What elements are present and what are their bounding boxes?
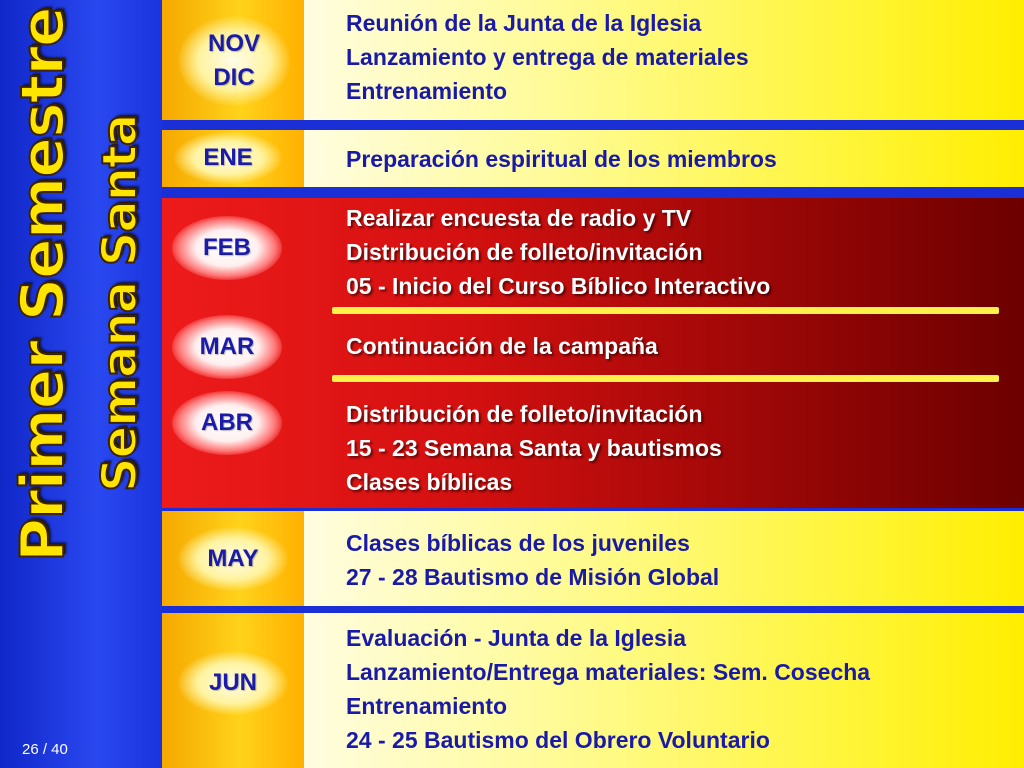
activity-list-jun — [346, 621, 870, 757]
month-badge-ene — [174, 132, 282, 184]
activity-line: Distribución de folleto/invitación — [346, 401, 703, 427]
activity-list-nov-dic — [346, 6, 749, 108]
month-label: ABR — [201, 409, 253, 437]
activity-line: 05 - Inicio del Curso Bíblico Interactivo — [346, 273, 771, 299]
month-badge-jun — [178, 651, 288, 715]
activity-line: Distribución de folleto/invitación — [346, 239, 703, 265]
month-label: ENE — [203, 144, 253, 172]
month-label: MAR — [199, 333, 255, 361]
month-badge-mar — [172, 315, 282, 379]
vertical-title-semana-santa: Semana Santa — [92, 114, 148, 492]
activity-line: Entrenamiento — [346, 693, 508, 719]
activity-line: Clases bíblicas — [346, 469, 513, 495]
activity-list-feb — [346, 201, 770, 303]
activity-line: 15 - 23 Semana Santa y bautismos — [346, 435, 722, 461]
vertical-title-primer-semestre: Primer Semestre — [8, 7, 78, 562]
activity-line: Reunión de la Junta de la Iglesia — [346, 10, 702, 36]
activity-list-mar — [346, 329, 658, 363]
activity-line: Preparación espiritual de los miembros — [346, 146, 777, 172]
activity-line: Lanzamiento/Entrega materiales: Sem. Cosecha — [346, 659, 871, 685]
month-label: FEB — [203, 234, 251, 262]
page-number: 26 / 40 — [22, 741, 68, 758]
activity-line: Clases bíblicas de los juveniles — [346, 530, 690, 556]
month-label: NOV — [207, 30, 260, 58]
activity-line: Evaluación - Junta de la Iglesia — [346, 625, 687, 651]
divider-feb-mar — [332, 307, 999, 314]
month-label: DIC — [213, 64, 255, 91]
activity-line: 27 - 28 Bautismo de Misión Global — [346, 564, 720, 590]
month-badge-abr — [172, 391, 282, 455]
activity-list-abr — [346, 397, 722, 499]
activity-line: Realizar encuesta de radio y TV — [346, 205, 692, 231]
month-label: MAY — [207, 545, 259, 573]
month-badge-nov-dic — [178, 16, 290, 106]
activity-line: Continuación de la campaña — [346, 333, 658, 359]
activity-line: Lanzamiento y entrega de materiales — [346, 44, 749, 70]
activity-line: 24 - 25 Bautismo del Obrero Voluntario — [346, 727, 770, 753]
month-badge-feb — [172, 216, 282, 280]
divider-mar-abr — [332, 375, 999, 382]
month-badge-may — [178, 527, 288, 591]
month-label: JUN — [208, 669, 257, 697]
activity-list-ene — [346, 142, 777, 176]
activity-line: Entrenamiento — [346, 78, 508, 104]
activity-list-may — [346, 526, 719, 594]
